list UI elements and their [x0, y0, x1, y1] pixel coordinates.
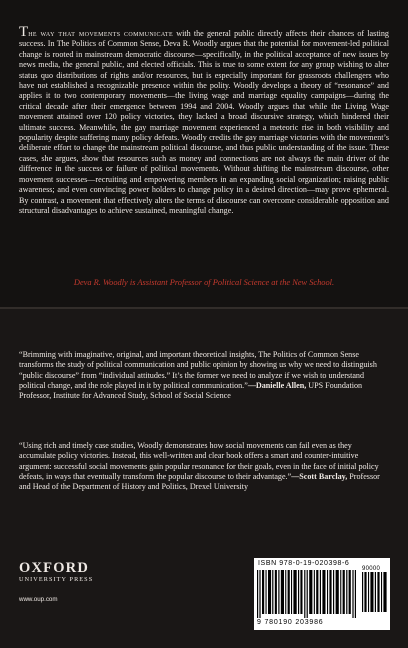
- section-divider: [0, 307, 408, 309]
- quote-text: “Brimming with imaginative, original, and important theoretical insights, The Politics of Common Sense transforms the study of political communication and public opinion by showing us why we need to distinguish “public discourse” from “individual attitudes.” It’s the former we need to analyze if we wish to understand political change, and the role played in it by political communication.”: [19, 350, 377, 390]
- barcode: [254, 558, 390, 630]
- quote-affiliation: Professor and Head of the Department of History and Politics, Drexel University: [19, 471, 380, 492]
- description-lead: he way that movements communicate: [28, 29, 174, 38]
- endorsement-quote-2: [19, 441, 389, 492]
- quote-affiliation: UPS Foundation Professor, Institute for Advanced Study, School of Social Science: [19, 380, 363, 401]
- drop-cap: T: [19, 24, 29, 40]
- endorsement-quote-1: [19, 350, 389, 401]
- publisher-website: www.oup.com: [19, 596, 58, 603]
- isbn-label: ISBN 978-0-19-020398-6: [258, 560, 350, 567]
- publisher-logo: [19, 561, 93, 583]
- publisher-subtitle: UNIVERSITY PRESS: [19, 576, 94, 583]
- book-description: [19, 24, 389, 216]
- author-bio: Deva R. Woodly is Assistant Professor of Political Science at the New School.: [73, 278, 335, 287]
- quote-text: “Using rich and timely case studies, Woodly demonstrates how social movements can fail even as they accumulate policy victories. Instead, this well-written and clear book offers a smart and counter-intuitive argument: successful social movements gain popular resonance for their goals, even in the face of initial policy defeats, in ways that eventually transform the popular discourse to their advantage.”: [19, 441, 379, 481]
- description-body: with the general public directly affects their chances of lasting success. In The Politics of Common Sense, Deva R. Woodly argues that the potential for movement-led political change is rooted in mainstream democratic discourse—specifically, in the political acceptance of new issues by news media, the general public, and elected officials. This is true to some extent for any group wishing to alter status quo distributions of rights and/or resources, but is especially important for grassroots challengers who have not established a recognizable presence within the polity. Woodly develops a theory of “resonance” and applies it to two contemporary movements—the living wage and marriage equality campaigns—during the critical decade after their emergence between 1994 and 2004. Woodly argues that while the Living Wage movement attained over 120 policy victories, they lacked a broad discursive strategy, which hindered their ultimate success. Meanwhile, the gay marriage movement experienced a meteoric rise in both visibility and popularity despite suffering many policy defeats. Woodly credits the gay marriage victories with the movement’s deliberate effort to change the mainstream political discourse, and thus public understanding of the issue. These cases, she argues, show that resources such as money and connections are not always the main driver of the difference in the success or failure of political movements. Without shifting the mainstream discourse, other movement successes—recruiting and empowering members in an expanding social organization; raising public awareness; and even convincing power holders to change policy in a desired direction—may prove ephemeral. By contrast, a movement that effectively alters the terms of discourse can overcome considerable opposition and structural disadvantages to achieve sustained, meaningful change.: [19, 29, 389, 215]
- ean-barcode: [257, 570, 357, 618]
- price-barcode: [362, 572, 388, 612]
- quote-author: —Danielle Allen,: [247, 380, 307, 390]
- price-code: 90000: [362, 566, 381, 572]
- ean-digits: 9 780190 203986: [257, 619, 324, 626]
- publisher-name: OXFORD: [19, 560, 90, 576]
- quote-author: —Scott Barclay,: [291, 471, 348, 481]
